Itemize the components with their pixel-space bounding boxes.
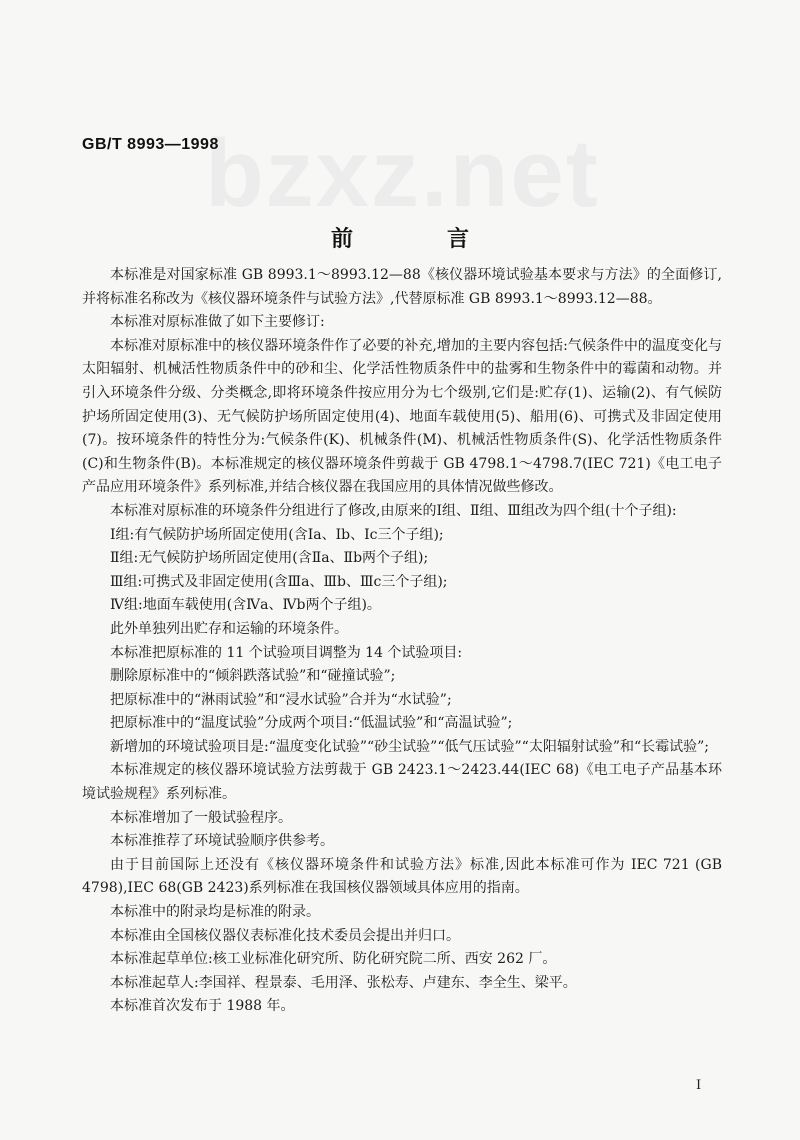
paragraph: 本标准推荐了环境试验顺序供参考。 — [110, 833, 334, 850]
paragraph: 本标准规定的核仪器环境试验方法剪裁于 GB 2423.1～2423.44(IEC 68)《电工电子产品基本环境试验规程》系列标准。 — [82, 762, 722, 803]
paragraph: 本标准起草单位:核工业标准化研究所、防化研究院二所、西安 262 厂。 — [110, 951, 557, 968]
paragraph: 本标准由全国核仪器仪表标准化技术委员会提出并归口。 — [110, 927, 460, 944]
paragraph: 此外单独列出贮存和运输的环境条件。 — [110, 620, 348, 637]
paragraph: 本标准对原标准中的核仪器环境条件作了必要的补充,增加的主要内容包括:气候条件中的温度变化与太阳辐射、机械活性物质条件中的砂和尘、化学活性物质条件中的盐雾和生物条件中的霉菌和动物。并引入环境条件分级、分类概念,即将环境条件按应用分为七个级别,它们是:贮存(1)、运输(2)、有气候防护场所固定使用(3)、无气候防护场所固定使用(4)、地面车载使用(5)、船用(6)、可携式及非固定使用(7)。按环境条件的特性分为:气候条件(K)、机械条件(M)、机械活性物质条件(S)、化学活性物质条件(C)和生物条件(B)。本标准规定的核仪器环境条件剪裁于 GB 4798.1～4798.7(IEC 721)《电工电子产品应用环境条件》系列标准,并结合核仪器在我国应用的具体情况做些修改。 — [82, 337, 722, 496]
list-item: Ⅱ组:无气候防护场所固定使用(含Ⅱa、Ⅱb两个子组); — [110, 550, 429, 567]
list-item: 删除原标准中的“倾斜跌落试验”和“碰撞试验”; — [110, 668, 396, 685]
list-item: 把原标准中的“温度试验”分成两个项目:“低温试验”和“高温试验”; — [110, 715, 513, 732]
watermark: bzxz.net — [205, 120, 600, 227]
page-number: I — [696, 1078, 702, 1093]
paragraph: 本标准首次发布于 1988 年。 — [110, 998, 295, 1015]
paragraph: 本标准中的附录均是标准的附录。 — [110, 904, 320, 921]
paragraph: 本标准增加了一般试验程序。 — [110, 809, 292, 826]
standard-code: GB/T 8993—1998 — [82, 136, 219, 153]
page-title: 前 言 — [330, 227, 505, 252]
list-item: Ⅲ组:可携式及非固定使用(含Ⅲa、Ⅲb、Ⅲc三个子组); — [110, 573, 448, 590]
list-item: Ⅳ组:地面车载使用(含Ⅳa、Ⅳb两个子组)。 — [110, 597, 381, 614]
paragraph: 由于目前国际上还没有《核仪器环境条件和试验方法》标准,因此本标准可作为 IEC 721 (GB 4798),IEC 68(GB 2423)系列标准在我国核仪器领域具体应用的指南。 — [82, 856, 722, 897]
list-item: 新增加的环境试验项目是:“温度变化试验”“砂尘试验”“低气压试验”“太阳辐射试验”和“长霉试验”; — [110, 738, 710, 755]
paragraph: 本标准是对国家标准 GB 8993.1～8993.12—88《核仪器环境试验基本要求与方法》的全面修订,并将标准名称改为《核仪器环境条件与试验方法》,代替原标准 GB 8993.1～8993.12—88。 — [82, 267, 722, 307]
paragraph: 本标准起草人:李国祥、程景泰、毛用泽、张松寿、卢建东、李全生、梁平。 — [110, 974, 577, 991]
paragraph: 本标准对原标准的环境条件分组进行了修改,由原来的Ⅰ组、Ⅱ组、Ⅲ组改为四个组(十个子组): — [110, 502, 677, 519]
list-item: Ⅰ组:有气候防护场所固定使用(含Ⅰa、Ⅰb、Ⅰc三个子组); — [110, 526, 444, 543]
paragraph: 本标准把原标准的 11 个试验项目调整为 14 个试验项目: — [110, 644, 463, 661]
list-item: 把原标准中的“淋雨试验”和“浸水试验”合并为“水试验”; — [110, 691, 452, 708]
body-text — [82, 264, 722, 1019]
paragraph: 本标准对原标准做了如下主要修订: — [110, 314, 325, 331]
